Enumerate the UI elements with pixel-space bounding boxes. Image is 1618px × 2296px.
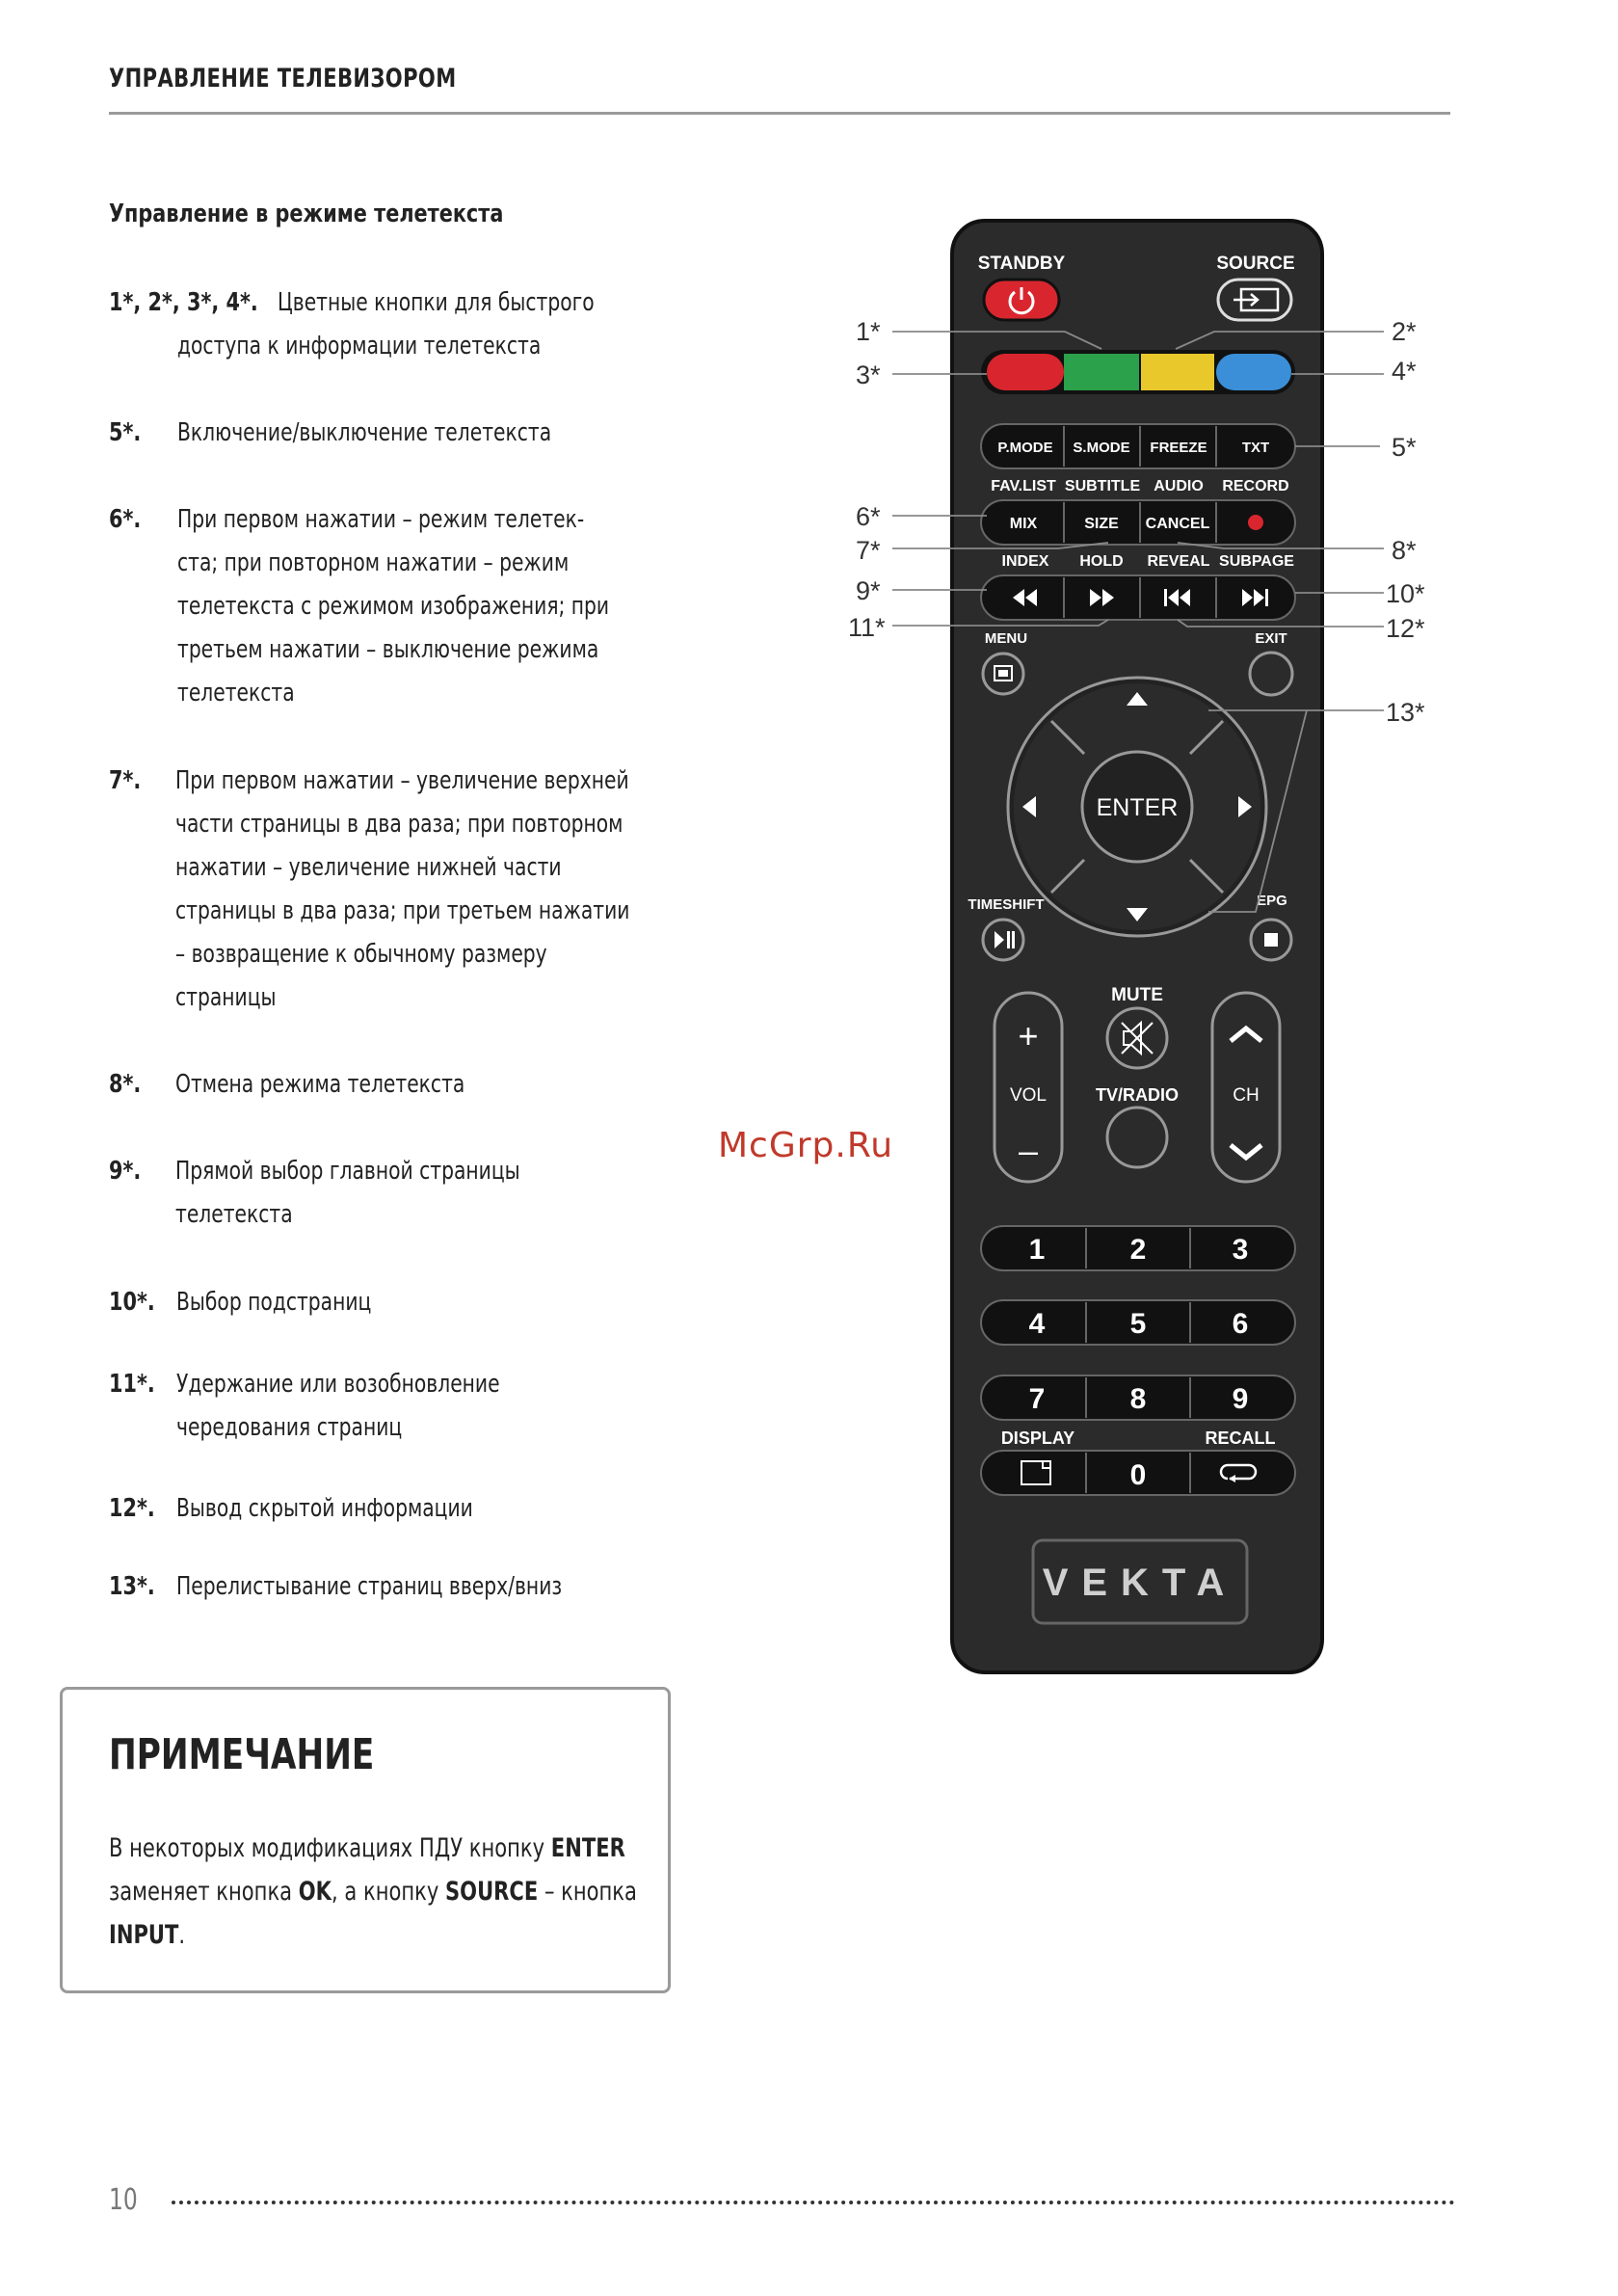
svg-text:9*: 9* [856, 576, 881, 605]
exit-button[interactable] [1250, 653, 1292, 695]
pmode-button[interactable]: P.MODE [997, 440, 1053, 456]
footer-dotted-line [172, 2201, 1455, 2204]
note-text: В некоторых модификациях ПДУ кнопку ENTER заменяет кнопка OK, а кнопку SOURCE – кнопка INPUT. [109, 1833, 637, 1950]
svg-text:6*: 6* [856, 502, 881, 531]
mix-button[interactable]: MIX [1009, 516, 1038, 532]
enter-label: ENTER [1096, 794, 1179, 821]
epg-label: EPG [1257, 893, 1287, 909]
page-number: 10 [109, 2183, 138, 2217]
svg-text:4*: 4* [1392, 357, 1417, 386]
page-header-title: УПРАВЛЕНИЕ ТЕЛЕВИЗОРОМ [109, 64, 457, 93]
digit-1-button[interactable]: 1 [1028, 1234, 1046, 1266]
digit-5-button[interactable]: 5 [1129, 1308, 1147, 1340]
index-label: INDEX [1001, 553, 1049, 570]
stop-icon [1264, 933, 1278, 947]
svg-text:8*: 8* [1392, 536, 1417, 565]
svg-text:11*: 11* [848, 613, 886, 642]
svg-text:10*: 10* [1386, 579, 1425, 608]
exit-label: EXIT [1255, 630, 1287, 647]
vol-label: VOL [1009, 1085, 1048, 1106]
watermark: McGrp.Ru [718, 1126, 894, 1165]
digit-0-button[interactable]: 0 [1129, 1459, 1147, 1491]
mute-label: MUTE [1111, 985, 1163, 1005]
source-label: SOURCE [1216, 254, 1295, 274]
ch-label: CH [1233, 1085, 1260, 1106]
digit-4-button[interactable]: 4 [1028, 1308, 1046, 1340]
tvradio-label: TV/RADIO [1095, 1085, 1180, 1105]
display-label: DISPLAY [1000, 1428, 1075, 1448]
digit-6-button[interactable]: 6 [1232, 1308, 1249, 1340]
txt-button[interactable]: TXT [1241, 440, 1270, 456]
svg-text:3*: 3* [856, 360, 881, 389]
record-label: RECORD [1222, 478, 1289, 494]
subpage-label: SUBPAGE [1219, 553, 1294, 570]
header-divider [109, 112, 1450, 115]
svg-text:13*: 13* [1386, 698, 1425, 727]
remote-control-illustration [838, 212, 1455, 1687]
standby-label: STANDBY [977, 254, 1066, 274]
digit-3-button[interactable]: 3 [1232, 1234, 1249, 1266]
digit-9-button[interactable]: 9 [1232, 1383, 1249, 1415]
reveal-label: REVEAL [1147, 553, 1210, 570]
volume-up-icon: + [1018, 1016, 1039, 1055]
brand-logo: VEKTA [1042, 1562, 1238, 1604]
freeze-button[interactable]: FREEZE [1150, 440, 1207, 456]
svg-text:7*: 7* [856, 536, 881, 565]
tvradio-button[interactable] [1107, 1108, 1167, 1167]
section-title: Управление в режиме телетекста [109, 200, 504, 228]
hold-label: HOLD [1079, 553, 1124, 570]
subtitle-label: SUBTITLE [1064, 478, 1141, 494]
svg-text:5*: 5* [1392, 433, 1417, 462]
svg-text:1*: 1* [856, 317, 881, 346]
svg-text:2*: 2* [1392, 317, 1417, 346]
audio-label: AUDIO [1154, 478, 1204, 494]
digit-2-button[interactable]: 2 [1129, 1234, 1147, 1266]
yellow-button[interactable] [1141, 354, 1214, 390]
cancel-button[interactable]: CANCEL [1145, 516, 1210, 532]
green-button[interactable] [1064, 354, 1139, 390]
digit-7-button[interactable]: 7 [1028, 1383, 1046, 1415]
favlist-label: FAV.LIST [991, 478, 1056, 494]
size-button[interactable]: SIZE [1084, 516, 1119, 532]
timeshift-label: TIMESHIFT [968, 896, 1045, 913]
volume-down-icon: – [1018, 1131, 1039, 1170]
red-button[interactable] [987, 354, 1064, 390]
smode-button[interactable]: S.MODE [1073, 440, 1130, 456]
record-button-icon[interactable] [1248, 515, 1263, 530]
svg-text:12*: 12* [1386, 614, 1425, 643]
menu-label: MENU [984, 630, 1028, 647]
blue-button[interactable] [1216, 354, 1291, 390]
digit-8-button[interactable]: 8 [1129, 1383, 1147, 1415]
recall-label: RECALL [1205, 1428, 1276, 1448]
note-title: ПРИМЕЧАНИЕ [109, 1730, 375, 1779]
